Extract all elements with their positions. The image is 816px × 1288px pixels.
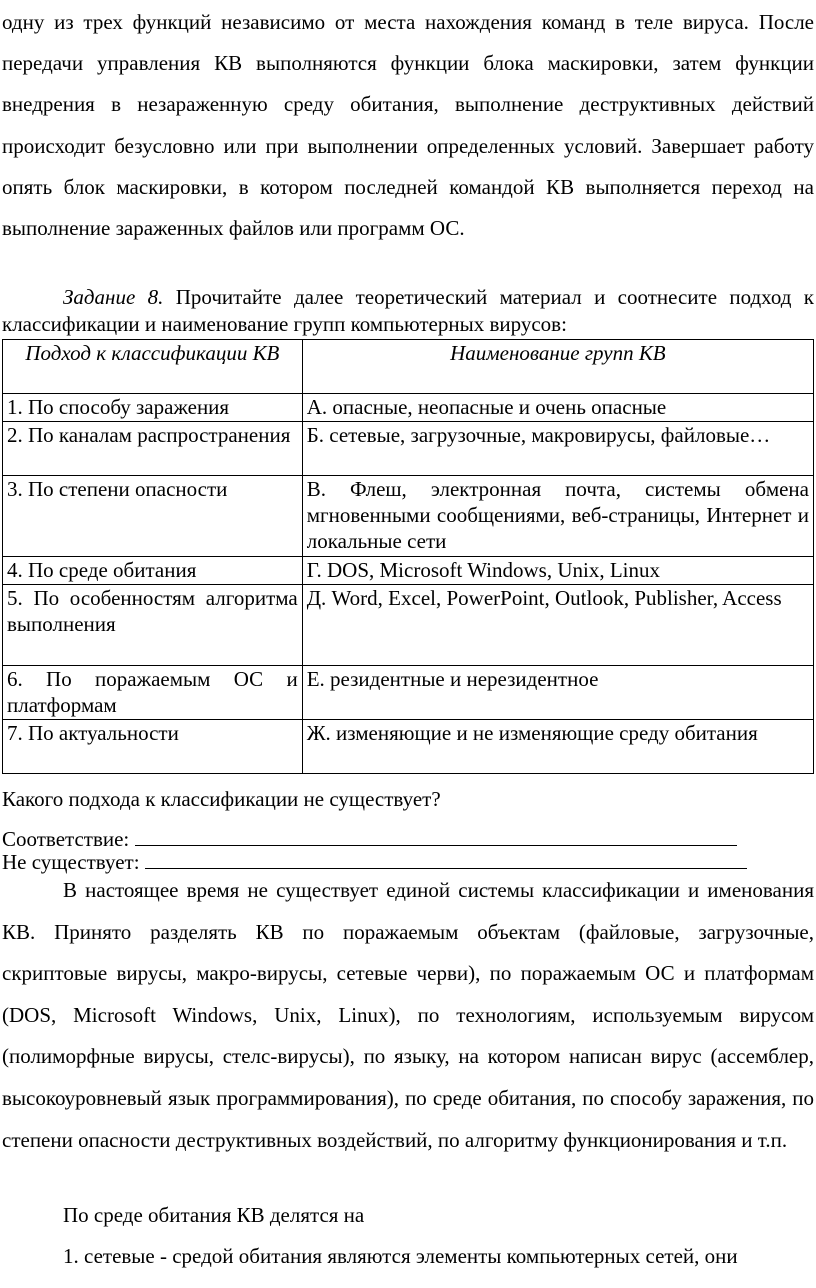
approach-cell: 4. По среде обитания: [3, 557, 303, 585]
paragraph-environment: По среде обитания КВ делятся на: [63, 1203, 365, 1227]
approach-cell: 1. По способу заражения: [3, 394, 303, 422]
absent-answer-blank[interactable]: [145, 848, 747, 869]
approach-cell: 5. По особенностям алгоритма выполнения: [3, 585, 303, 666]
approach-cell: 2. По каналам распространения: [3, 422, 303, 476]
group-cell: В. Флеш, электронная почта, системы обмена мгновенными сообщениями, веб-страницы, Интернет и локальные сети: [302, 476, 813, 557]
header-approach: Подход к классификации КВ: [3, 340, 303, 394]
table-row: [3, 476, 814, 557]
group-cell: Г. DOS, Microsoft Windows, Unix, Linux: [302, 557, 813, 585]
table-row: [3, 666, 814, 720]
absent-label: Не существует:: [2, 850, 140, 874]
group-cell: Д. Word, Excel, PowerPoint, Outlook, Publisher, Access: [302, 585, 813, 666]
group-cell: Е. резидентные и нерезидентное: [302, 666, 813, 720]
group-cell: Ж. изменяющие и не изменяющие среду обитания: [302, 720, 813, 774]
group-cell: А. опасные, неопасные и очень опасные: [302, 394, 813, 422]
table-header-row: [3, 340, 814, 394]
approach-cell: 3. По степени опасности: [3, 476, 303, 557]
task-label: Задание 8.: [63, 285, 164, 309]
table-row: [3, 585, 814, 666]
table-row: [3, 557, 814, 585]
paragraph-last: 1. сетевые - средой обитания являются элементы компьютерных сетей, они: [63, 1244, 738, 1268]
approach-cell: 6. По поражаемым ОС и платформам: [3, 666, 303, 720]
table-row: [3, 720, 814, 774]
task-text: Прочитайте далее теоретический материал и соотнесите подход к классификации и наименование групп компьютерных вирусов:: [2, 285, 815, 336]
task-paragraph: [2, 284, 814, 338]
header-groups: Наименование групп КВ: [302, 340, 813, 394]
classification-table: [2, 339, 814, 774]
question-text: Какого подхода к классификации не существует?: [2, 787, 441, 811]
match-answer-blank[interactable]: [135, 825, 737, 846]
paragraph-body: В настоящее время не существует единой системы классификации и именования КВ. Принято разделять КВ по поражаемым объектам (файловые, загрузочные, скриптовые вирусы, макро-вирусы, сетевые черви), по поражаемым ОС и платформам (DOS, Microsoft Windows, Unix, Linux), по технологиям, используемым вирусом (полиморфные вирусы, стелс-вирусы), по языку, на котором написан вирус (ассемблер, высокоуровневый язык программирования), по среде обитания, по способу заражения, по степени опасности деструктивных воздействий, по алгоритму функционирования и т.п.: [2, 878, 814, 1152]
table-row: [3, 394, 814, 422]
approach-cell: 7. По актуальности: [3, 720, 303, 774]
paragraph-top: одну из трех функций независимо от места нахождения команд в теле вируса. После передачи управления КВ выполняются функции блока маскировки, затем функции внедрения в незараженную среду обитания, выполнение деструктивных действий происходит безусловно или при выполнении определенных условий. Завершает работу опять блок маскировки, в котором последней командой КВ выполняется переход на выполнение зараженных файлов или программ ОС.: [2, 10, 814, 241]
match-label: Соответствие:: [2, 827, 130, 851]
table-row: [3, 422, 814, 476]
group-cell: Б. сетевые, загрузочные, макровирусы, файловые…: [302, 422, 813, 476]
